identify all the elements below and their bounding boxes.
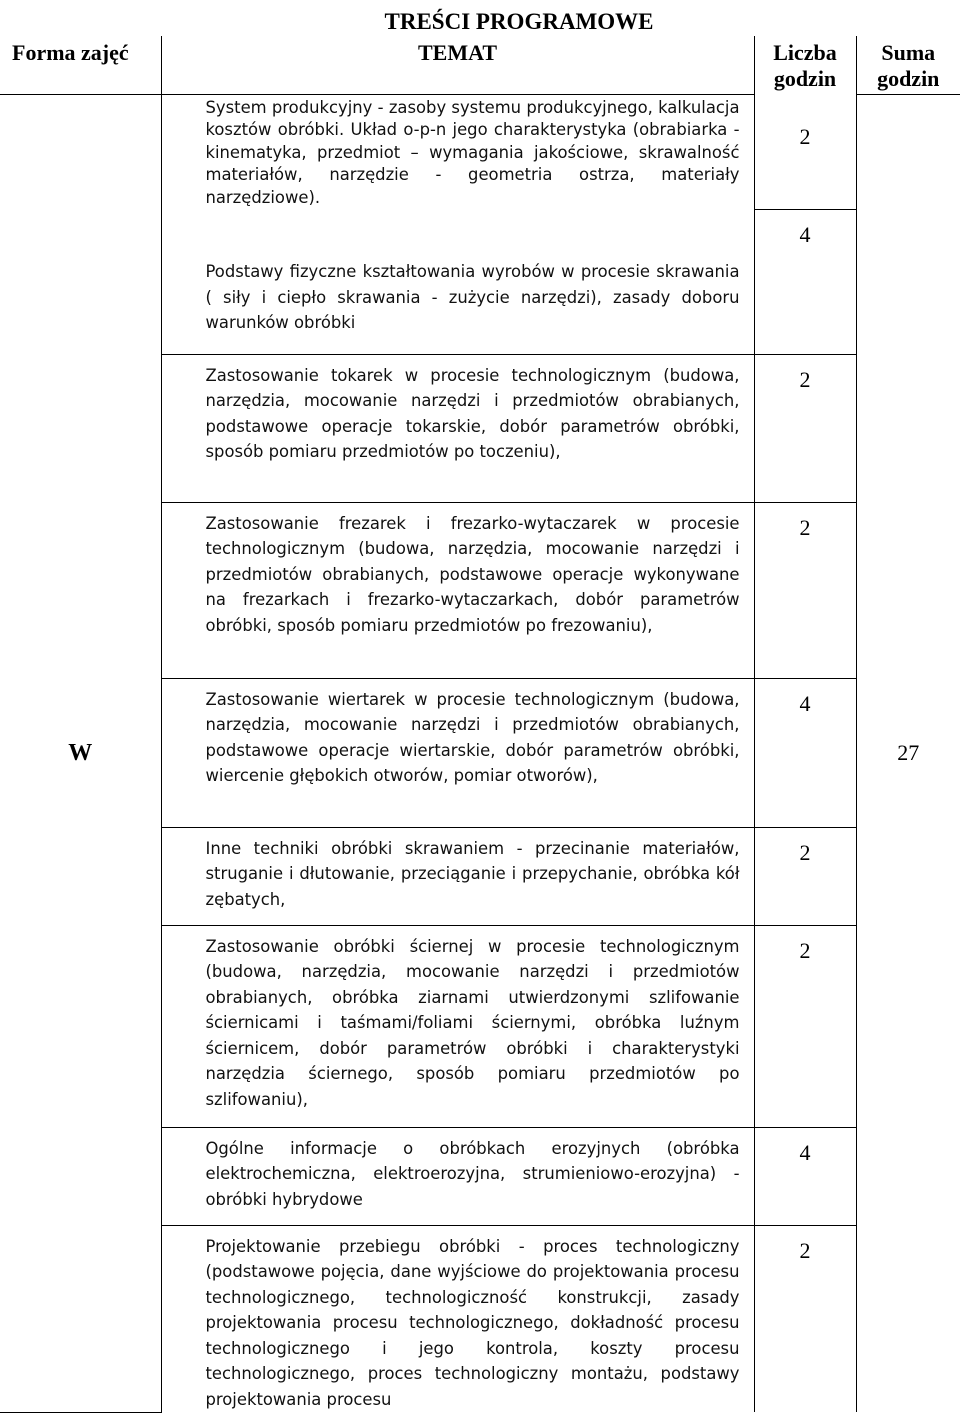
- hours-cell: 2: [754, 827, 856, 925]
- header-forma: Forma zajęć: [0, 36, 161, 94]
- topic-cell: Podstawy fizyczne kształtowania wyrobów w procesie skrawania ( siły i ciepło skrawania - zużycie narzędzi), zasady doboru warunków obróbki: [161, 209, 754, 354]
- header-temat: TEMAT: [161, 36, 754, 94]
- topic-cell: Zastosowanie wiertarek w procesie technologicznym (budowa, narzędzia, mocowanie narzędzi i przedmiotów obrabianych, podstawowe operacje wiertarskie, dobór parametrów obróbki, wiercenie głębokich otworów, pomiar otworów),: [161, 678, 754, 827]
- table-header-row: [0, 36, 960, 94]
- table-row: [0, 94, 960, 209]
- hours-cell: 2: [754, 925, 856, 1127]
- hours-cell: 2: [754, 94, 856, 209]
- topic-cell: System produkcyjny - zasoby systemu produkcyjnego, kalkulacja kosztów obróbki. Układ o-p-n jego charakterystyka (obrabiarka - kinematyka, przedmiot – wymagania jakościowe, skrawalność materiałów, narzędzie - geometria ostrza, materiały narzędziowe).: [161, 94, 754, 209]
- header-suma-godzin: Suma godzin: [856, 36, 960, 94]
- topic-cell: Projektowanie przebiegu obróbki - proces technologiczny (podstawowe pojęcia, dane wyjściowe do projektowania procesu technologicznego, technologiczność konstrukcji, zasady projektowania procesu technologicznego, dokładność procesu technologicznego i jego kontrola, koszty procesu technologicznego, proces technologiczny montażu, podstawy projektowania procesu: [161, 1225, 754, 1412]
- suma-value: 27: [856, 94, 960, 1412]
- topic-cell: Zastosowanie tokarek w procesie technologicznym (budowa, narzędzia, mocowanie narzędzi i przedmiotów obrabianych, podstawowe operacje tokarskie, dobór parametrów obróbki, sposób pomiaru przedmiotów po toczeniu),: [161, 354, 754, 502]
- topic-cell: Zastosowanie obróbki ściernej w procesie technologicznym (budowa, narzędzia, mocowanie narzędzi i przedmiotów obrabianych, obróbka ziarnami utwierdzonymi szlifowanie ściernicami i taśmami/foliami ściernymi, obróbka luźnym ściernicem, dobór parametrów obróbki i charakterystyki narzędzia ściernego, sposób pomiaru przedmiotów po szlifowaniu),: [161, 925, 754, 1127]
- topic-cell: Ogólne informacje o obróbkach erozyjnych (obróbka elektrochemiczna, elektroerozyjna, strumieniowo-erozyjna) - obróbki hybrydowe: [161, 1127, 754, 1225]
- forma-value: W: [0, 94, 161, 1412]
- hours-cell: 2: [754, 354, 856, 502]
- hours-cell: 4: [754, 209, 856, 354]
- hours-cell: 4: [754, 1127, 856, 1225]
- topic-cell: Zastosowanie frezarek i frezarko-wytaczarek w procesie technologicznym (budowa, narzędzia, mocowanie narzędzi i przedmiotów obrabianych, podstawowe operacje wykonywane na frezarkach i frezarko-wytaczarkach, dobór parametrów obróbki, sposób pomiaru przedmiotów po frezowaniu),: [161, 502, 754, 678]
- document-title: TREŚCI PROGRAMOWE: [384, 9, 654, 34]
- header-liczba-godzin: Liczba godzin: [754, 36, 856, 94]
- program-table: [0, 36, 960, 1413]
- hours-cell: 2: [754, 502, 856, 678]
- topic-cell: Inne techniki obróbki skrawaniem - przecinanie materiałów, struganie i dłutowanie, przeciąganie i przepychanie, obróbka kół zębatych,: [161, 827, 754, 925]
- hours-cell: 2: [754, 1225, 856, 1412]
- hours-cell: 4: [754, 678, 856, 827]
